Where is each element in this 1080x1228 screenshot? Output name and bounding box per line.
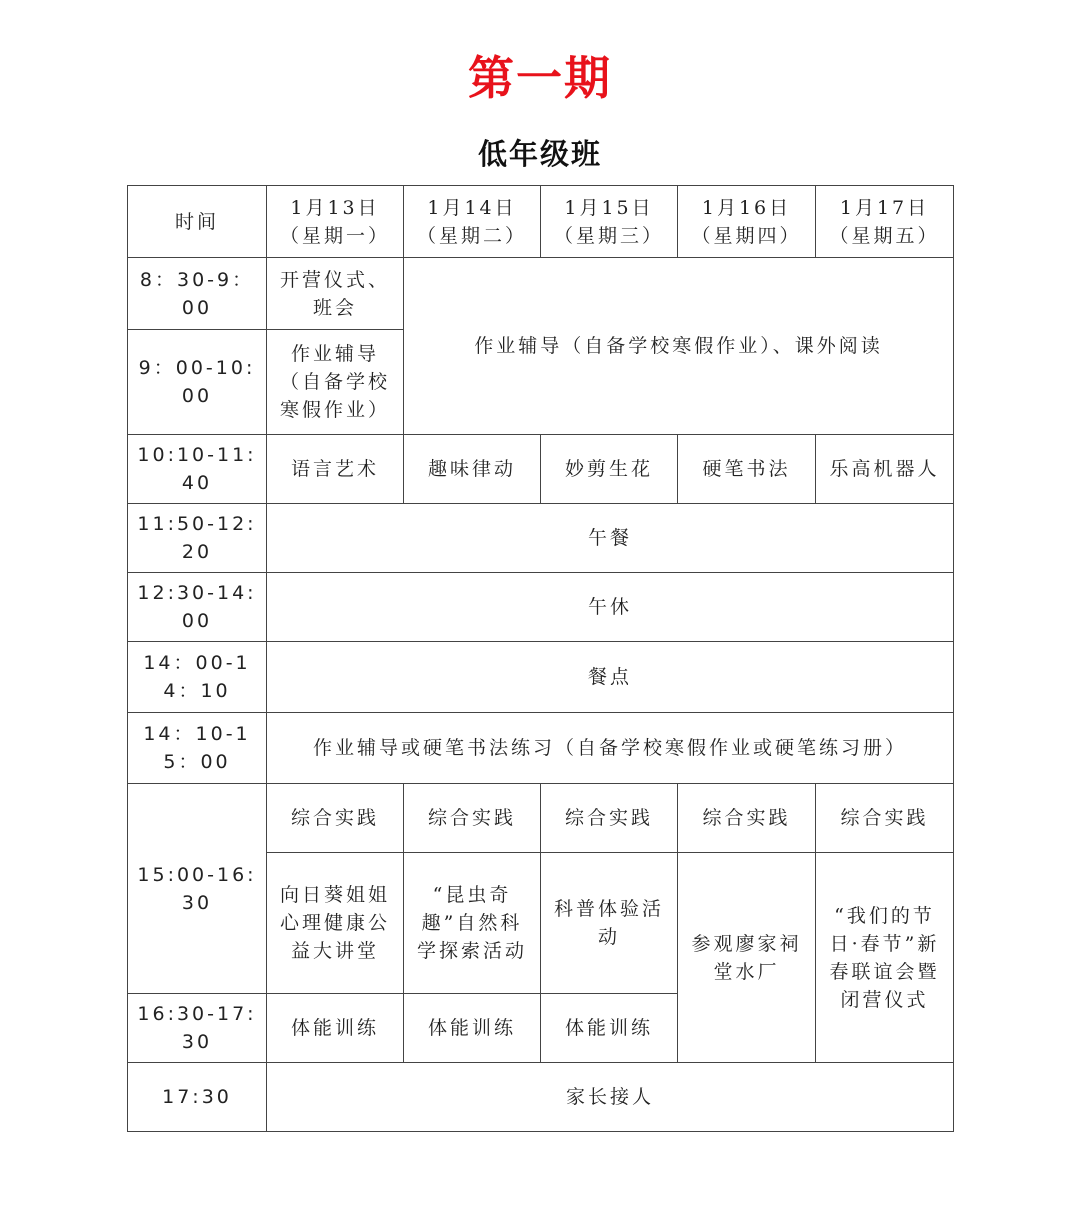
header-day-fri: 1月17日（星期五） xyxy=(816,186,954,258)
header-day-thu: 1月16日（星期四） xyxy=(678,186,816,258)
table-row xyxy=(128,642,954,713)
schedule-cell-span: 餐点 xyxy=(267,642,954,713)
schedule-cell: 向日葵姐姐心理健康公益大讲堂 xyxy=(267,853,404,994)
schedule-cell: 综合实践 xyxy=(816,784,954,853)
schedule-cell: 趣味律动 xyxy=(404,435,541,504)
schedule-table xyxy=(127,185,954,1132)
schedule-cell: 硬笔书法 xyxy=(678,435,816,504)
schedule-cell-span: 午餐 xyxy=(267,504,954,573)
table-row xyxy=(128,504,954,573)
time-cell: 14：00-14：10 xyxy=(128,642,267,713)
schedule-cell: 体能训练 xyxy=(267,994,404,1063)
schedule-cell-span: 午休 xyxy=(267,573,954,642)
time-cell: 15:00-16:30 xyxy=(128,784,267,994)
schedule-cell-span: 家长接人 xyxy=(267,1063,954,1132)
time-cell: 14：10-15：00 xyxy=(128,713,267,784)
table-row xyxy=(128,573,954,642)
header-day-mon: 1月13日（星期一） xyxy=(267,186,404,258)
time-cell: 8：30-9：00 xyxy=(128,258,267,330)
schedule-cell: 作业辅导（自备学校寒假作业） xyxy=(267,330,404,435)
time-cell: 11:50-12:20 xyxy=(128,504,267,573)
table-row xyxy=(128,435,954,504)
schedule-cell: “昆虫奇趣”自然科学探索活动 xyxy=(404,853,541,994)
schedule-cell: 综合实践 xyxy=(404,784,541,853)
schedule-cell: 开营仪式、班会 xyxy=(267,258,404,330)
schedule-cell: 科普体验活动 xyxy=(541,853,678,994)
time-cell: 17:30 xyxy=(128,1063,267,1132)
schedule-cell: 语言艺术 xyxy=(267,435,404,504)
time-cell: 12:30-14:00 xyxy=(128,573,267,642)
header-row xyxy=(128,186,954,258)
schedule-cell: 妙剪生花 xyxy=(541,435,678,504)
header-day-wed: 1月15日（星期三） xyxy=(541,186,678,258)
schedule-cell: 综合实践 xyxy=(678,784,816,853)
schedule-cell: “我们的节日·春节”新春联谊会暨闭营仪式 xyxy=(816,853,954,1063)
table-row xyxy=(128,258,954,330)
schedule-cell: 综合实践 xyxy=(267,784,404,853)
time-cell: 16:30-17:30 xyxy=(128,994,267,1063)
time-cell: 9：00-10:00 xyxy=(128,330,267,435)
schedule-cell-span: 作业辅导（自备学校寒假作业）、课外阅读 xyxy=(404,258,954,435)
table-row xyxy=(128,713,954,784)
schedule-cell: 体能训练 xyxy=(404,994,541,1063)
class-subtitle: 低年级班 xyxy=(477,137,602,171)
page-title: 第一期 xyxy=(468,51,612,105)
schedule-cell: 综合实践 xyxy=(541,784,678,853)
header-time: 时间 xyxy=(128,186,267,258)
table-row xyxy=(128,1063,954,1132)
schedule-cell: 参观廖家祠堂水厂 xyxy=(678,853,816,1063)
schedule-cell: 乐高机器人 xyxy=(816,435,954,504)
time-cell: 10:10-11:40 xyxy=(128,435,267,504)
header-day-tue: 1月14日（星期二） xyxy=(404,186,541,258)
table-row xyxy=(128,784,954,853)
schedule-cell-span: 作业辅导或硬笔书法练习（自备学校寒假作业或硬笔练习册） xyxy=(267,713,954,784)
schedule-cell: 体能训练 xyxy=(541,994,678,1063)
